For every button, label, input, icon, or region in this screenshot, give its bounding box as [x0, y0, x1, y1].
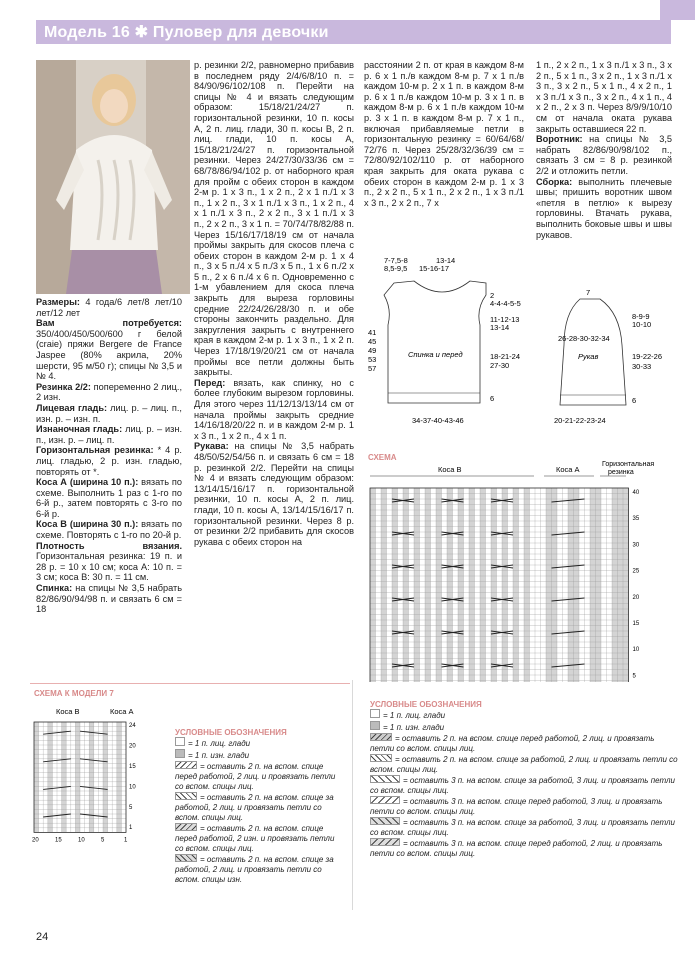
paragraph: [536, 60, 672, 134]
dim-sleeve-r2: 10-10: [632, 320, 652, 329]
legend-item: [370, 796, 680, 817]
main-legend-list: [370, 709, 680, 859]
body-pattern-diagram: [364, 255, 544, 430]
main-chart: [364, 452, 684, 682]
run-bold: Коса В (ширина 30 п.):: [36, 519, 139, 530]
run-text: на спицы № 3,5 набрать 82/86/90/98/102 п., связать 3 см = 8 р. резинкой 2/2 и отложить петли.: [536, 134, 672, 176]
page-tab-marker: [660, 0, 695, 20]
paragraph: [36, 477, 182, 519]
run-text: попеременно 2 лиц., 2 изн.: [36, 381, 183, 403]
paragraph: [36, 583, 182, 615]
run-bold: Лицевая гладь:: [36, 402, 108, 413]
run-text: лиц. р. – изн. п., изн. р. – лиц. п.: [36, 424, 182, 445]
model-photo: [36, 60, 190, 294]
dim-right-3: 11-12-13: [490, 315, 520, 324]
small-chart-rule: [30, 683, 350, 684]
paragraph: [194, 441, 354, 547]
paragraph: [36, 424, 182, 445]
legend-item: [175, 823, 345, 854]
small-chart-kosa-a: Коса А: [110, 707, 134, 716]
dim-right-7: 6: [490, 394, 495, 403]
run-bold: Сборка:: [536, 176, 573, 187]
dim-left-2: 45: [368, 337, 377, 346]
run-bold: Спинка:: [36, 583, 73, 594]
legend-text: = оставить 2 п. на вспом. спице за работой, 2 лиц. и провязать петли со вспом. спицы изн.: [175, 855, 334, 884]
run-bold: Вам потребуется:: [36, 318, 182, 329]
legend-text: = 1 п. изн. глади: [383, 723, 445, 732]
legend-text: = 1 п. изн. глади: [188, 751, 250, 760]
dim-shoulder: 13-14: [436, 256, 456, 265]
run-text: вязать по схеме. Выполнить 1 раз с 1-го по 6-й р., затем повторять с 3-го по 6-й р.: [36, 477, 182, 519]
main-chart-row-labels: [633, 490, 640, 682]
page-header-bar: [36, 20, 671, 44]
legend-text: = оставить 2 п. на вспом. спице за работой, 2 лиц. и провязать петли со вспом. спицы лиц.: [175, 793, 334, 822]
small-legend-title: УСЛОВНЫЕ ОБОЗНАЧЕНИЯ: [175, 728, 287, 737]
main-chart-grid: [370, 488, 629, 682]
photo-illustration: [36, 60, 190, 294]
run-bold: Изнаночная гладь:: [36, 424, 123, 435]
main-chart-title: СХЕМА: [368, 453, 397, 462]
row-label: 35: [632, 516, 640, 523]
page-title: Модель 16 ✱ Пуловер для девочки: [44, 24, 329, 41]
run-bold: Плотность вязания.: [36, 540, 182, 551]
legend-item: [370, 838, 680, 859]
legend-text: = оставить 3 п. на вспом. спице перед работой, 2 лиц. и провязать петли со вспом. спицы лиц.: [370, 839, 663, 858]
small-chart: [30, 686, 160, 866]
run-text: р. резинки 2/2, равномерно прибавив в последнем ряду 2/4/6/8/10 п. = 84/90/96/102/108 п. Перейти на спицы № 4 и вязать следующим образом: 15/18/21/24/27 п. горизонтальной резинки, 10 п. косы А, 2 п. лиц. глади, 30 п. косы В, 2 п. лиц. глади, 10 п. косы А, 15/18/21/24/27 п. горизонтальной резинки. Через 24/27/30/33/36 см = 68/78/86/94/102 р. от наборного края для пройм с обеих сторон в каждом 2-м р. 1 х 3 п., 1 х 2 п., 2 х 1 п./1 х 3 п., 1 х 2 п., 3 х 1 п./1 х 3 п., 1 х 2 п., 4 х 1 п./1 х 3 п., 2 х 2 п., 3 х 1 п./1 х 3 п., 2 х 2 п., 3 х 1 п. = 70/74/78/82/88 п. Через 15/16/17/18/19 см от начала проймы закрыть для скосов плеча с обеих сторон в каждом 2-м р. 1 х 4 п., 3 х 5 п./4 х 5 п./3 х 5 п., 1 х 6 п./2 х 5 п., 2 х 6 п./4 х 6 п. Одновременно с 1-м убавлением для скоса плеча закрыть для выреза горловины средние 22/24/26/28/30 п. и обе стороны закончить раздельно. Для закругления закрыть с внутреннего края в каждом 2-м р. 1 х 3 п., 1 х 2 п. Через 17/18/19/20/21 см от начала проймы все петли должны быть закрыты.: [194, 60, 354, 378]
legend-text: = оставить 3 п. на вспом. спице перед работой, 3 лиц. и провязать петли со вспом. спицы лиц.: [370, 797, 663, 816]
run-bold: Воротник:: [536, 134, 583, 145]
dim-sleeve-top: 7: [586, 288, 591, 297]
small-chart-grid: [34, 722, 126, 832]
dim-neck-width-2: 8,5-9,5: [384, 264, 408, 273]
legend-text: = оставить 2 п. на вспом. спице перед работой, 2 изн. и провязать петли со вспом. спицы лиц.: [175, 824, 335, 853]
vertical-divider: [352, 680, 353, 910]
small-chart-row-labels: [129, 723, 136, 831]
paragraph: [194, 378, 354, 442]
run-text: 1 п., 2 х 2 п., 1 х 3 п./1 х 3 п., 3 х 2 п., 5 х 1 п., 3 х 2 п., 1 х 3 п./1 х 3 п., 3 х 2 п., 5 х 1 п., 4 х 2 п., 1 х 3 п./1 х 3 п., 3 х 2 п., 4 х 1 п., 4 х 2 п., 2 х 3 п. Через 8/9/9/10/10 см от начала оката рукава закрыть оставшиеся 22 п.: [536, 60, 672, 134]
legend-item: [175, 854, 345, 885]
row-label: 15: [632, 620, 640, 627]
run-text: выполнить плечевые швы; пришить воротник швом «петля в петлю» к вырезу горловины. Втачать рукава, выполнить боковые швы и швы рукавов.: [536, 176, 672, 240]
dim-sleeve-bottom: 20-21-22-23-24: [554, 416, 606, 425]
dim-shoulder-2: 15-16-17: [419, 264, 450, 273]
row-label: 20: [632, 594, 640, 601]
row-label: 40: [632, 490, 640, 496]
text-column-3: [364, 60, 524, 208]
legend-item: [175, 749, 345, 761]
dim-left-3: 49: [368, 346, 377, 355]
run-bold: Резинка 2/2:: [36, 381, 91, 392]
legend-item: [175, 737, 345, 749]
col-label: 15: [55, 837, 62, 844]
dim-left-5: 57: [368, 364, 377, 373]
small-chart-col-labels: [32, 837, 128, 843]
main-chart-kosa-a: Коса А: [556, 465, 580, 474]
legend-text: = оставить 2 п. на вспом. спице перед работой, 2 лиц. и провязать петли со вспом. спицы лиц.: [370, 734, 655, 753]
dim-right-1: 2: [490, 291, 495, 300]
legend-item: [370, 754, 680, 775]
text-column-1: [36, 297, 182, 615]
legend-item: [175, 792, 345, 823]
text-column-2: [194, 60, 354, 547]
dim-bottom: 34-37-40-43-46: [412, 416, 464, 425]
run-text: на спицы № 3,5 набрать 48/50/52/54/56 п. и связать 6 см = 18 р. резинкой 2/2. Перейти на спицы № 4 и вязать следующим образом: 13/14/15/16/17 п. горизонтальной резинки, 10 п. косы А, 2 п. лиц. глади, 10 п. косы А, 13/14/15/16/17 п. горизонтальной резинки. Через 8 р. от резинки 2/2 прибавить для скосов рукава с обеих сторон на: [194, 441, 354, 547]
col-label: 5: [101, 837, 105, 844]
dim-sleeve-r4: 30-33: [632, 362, 652, 371]
main-chart-kosa-b: Коса В: [438, 465, 462, 474]
legend-item: [370, 709, 680, 721]
legend-item: [370, 775, 680, 796]
legend-item: [175, 761, 345, 792]
legend-text: = оставить 2 п. на вспом. спице за работой, 2 лиц. и провязать петли со вспом. спицы лиц.: [370, 755, 678, 774]
sleeve-pattern-diagram: [550, 285, 680, 430]
row-label: 5: [632, 673, 636, 680]
dim-right-5: 18-21-24: [490, 352, 521, 361]
small-chart-kosa-b: Коса В: [56, 707, 80, 716]
dim-sleeve-r1: 8-9-9: [632, 312, 650, 321]
row-label: 10: [632, 647, 640, 654]
dim-right-6: 27-30: [490, 361, 510, 370]
paragraph: [36, 519, 182, 540]
run-bold: Горизонтальная резинка:: [36, 445, 154, 456]
paragraph: [194, 60, 354, 378]
legend-text: = 1 п. лиц. глади: [188, 739, 251, 748]
paragraph: [36, 541, 182, 583]
dim-sleeve-mid: 26-28-30-32-34: [558, 334, 610, 343]
run-bold: Перед:: [194, 377, 226, 388]
row-label: 25: [632, 568, 640, 575]
run-text: вязать по схеме. Повторять с 1-го по 20-й р.: [36, 519, 182, 541]
row-label: 10: [129, 784, 136, 791]
legend-text: = оставить 3 п. на вспом. спице за работой, 3 лиц. и провязать петли со вспом. спицы лиц.: [370, 818, 675, 837]
dim-neck-width: 7-7,5-8: [384, 256, 408, 265]
main-legend: [370, 700, 680, 859]
dim-right-4: 13-14: [490, 323, 510, 332]
row-label: 24: [129, 723, 136, 729]
legend-text: = оставить 3 п. на вспом. спице за работой, 3 лиц. и провязать петли со вспом. спицы лиц.: [370, 776, 675, 795]
body-label: Спинка и перед: [408, 350, 463, 359]
paragraph: [36, 403, 182, 424]
row-label: 15: [129, 763, 136, 770]
row-label: 1: [129, 825, 133, 832]
page-number: 24: [36, 931, 49, 943]
dim-sleeve-r3: 19-22-26: [632, 352, 663, 361]
run-text: 350/400/450/500/600 г белой (craie) пряжи Bergere de France Jaspee (80% акрила, 20% шерсти, 95 м/50 г); спицы № 3,5 и № 4.: [36, 328, 182, 382]
row-label: 30: [632, 542, 640, 549]
row-label: 5: [129, 804, 133, 811]
row-label: 20: [129, 743, 136, 750]
run-text: вязать, как спинку, но с более глубоким вырезом горловины. Для этого через 11/12/13/13/14 см от начала проймы закрыть средние 14/16/18/20/22 п. и в каждом 2-м р. 1 х 3 п., 1 х 2 п., 4 х 1 п.: [194, 377, 354, 441]
paragraph: [536, 177, 672, 241]
run-text: расстоянии 2 п. от края в каждом 8-м р. 6 х 1 п./в каждом 8-м р. 7 х 1 п./в каждом 10-м р. 2 х 1 п. в каждом 8-м р. 6 х 1 п./в каждом 10-м р. 3 х 1 п. в каждом 8-м р. 6 х 1 п./в каждом 10-м р. 3 х 1 п. в каждом 8-м р. 7 х 1 п., включая прибавляемые петли в горизонтальную резинку = 60/64/68/ 72/76 п. Через 25/28/32/36/39 см = 72/80/92/102/110 р. от наборного края закрыть для оката рукава с обеих сторон в каждом 2-м р. 1 х 3 п., 2 х 2 п., 5 х 1 п., 2 х 2 п., 1 х 3 п./1 х 3 п., 2 х 2 п., 7 х: [364, 60, 524, 208]
legend-text: = оставить 2 п. на вспом. спице перед работой, 2 лиц. и провязать петли со вспом. спицы лиц.: [175, 762, 336, 791]
run-text: лиц. р. – лиц. п., изн. р. – изн. п.: [36, 402, 182, 424]
run-text: 4 года/6 лет/8 лет/10 лет/12 лет: [36, 297, 182, 318]
run-bold: Рукава:: [194, 441, 229, 452]
legend-text: = 1 п. лиц. глади: [383, 711, 446, 720]
paragraph: [536, 134, 672, 176]
col-label: 20: [32, 837, 39, 844]
legend-item: [370, 817, 680, 838]
small-legend-list: [175, 737, 345, 885]
sleeve-label: Рукав: [578, 352, 599, 361]
paragraph: [36, 382, 182, 403]
dim-right-2: 4-4-4-5-5: [490, 299, 521, 308]
run-bold: Размеры:: [36, 297, 80, 307]
col-label: 1: [124, 837, 128, 844]
paragraph: [364, 60, 524, 208]
main-chart-horiz-2: резинка: [608, 469, 634, 476]
run-text: * 4 р. лиц. гладью, 2 р. изн. гладью, повторять от *.: [36, 445, 182, 477]
run-text: Горизонтальная резинка: 19 п. и 28 р. = 10 х 10 см; коса А: 10 п. = 3 см; коса В: 30 п. = 11 см.: [36, 551, 182, 583]
legend-item: [370, 733, 680, 754]
paragraph: [36, 318, 182, 382]
col-label: 10: [78, 837, 85, 844]
dim-sleeve-r5: 6: [632, 396, 637, 405]
legend-item: [370, 721, 680, 733]
body-outline: [384, 281, 486, 403]
text-column-4: [536, 60, 672, 240]
main-legend-title: УСЛОВНЫЕ ОБОЗНАЧЕНИЯ: [370, 700, 482, 709]
main-chart-horiz: Горизонтальная: [602, 461, 655, 468]
dim-left-1: 41: [368, 328, 377, 337]
run-text: на спицы № 3,5 набрать 82/86/90/94/98 п. и связать 6 см = 18: [36, 583, 182, 615]
small-chart-title: СХЕМА К МОДЕЛИ 7: [34, 689, 114, 698]
small-legend: [175, 728, 345, 885]
paragraph: [36, 297, 182, 318]
dim-left-4: 53: [368, 355, 377, 364]
run-bold: Коса А (ширина 10 п.):: [36, 477, 139, 488]
paragraph: [36, 445, 182, 477]
